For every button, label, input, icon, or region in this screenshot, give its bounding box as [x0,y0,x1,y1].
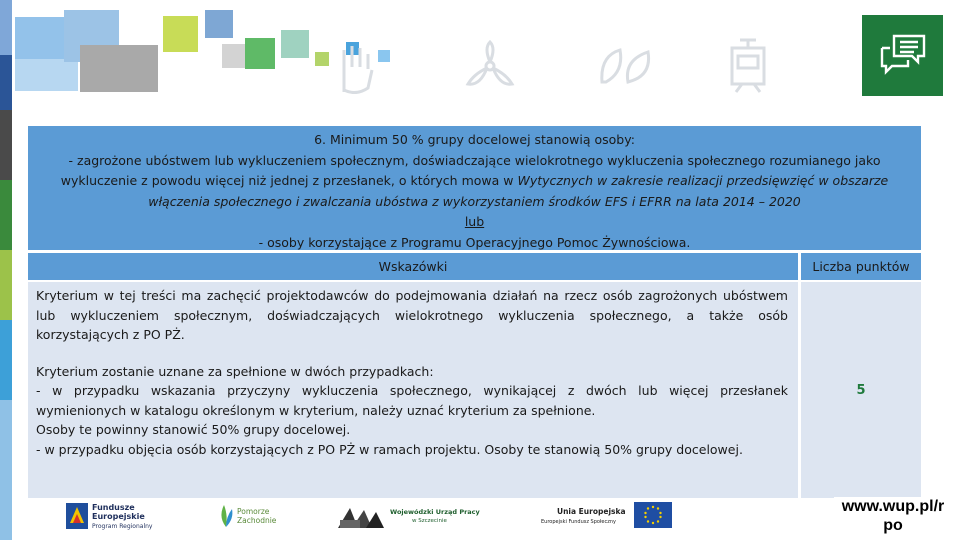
criterion-line-2: - zagrożone ubóstwem lub wykluczeniem społecznym, doświadczające wielokrotnego wykluczenia społecznego rozumianego jako [68,152,881,168]
wup-logo-text-1: Wojewódzki Urząd Pracy [390,508,480,516]
wup-logo-icon [336,502,386,534]
criterion-line-3: wykluczenie z powodu więcej niż jednej z przesłanek, o których mowa w Wytycznych w zakresie realizacji przedsięwzięć w obszarze [60,173,889,188]
criterion-title: 6. Minimum 50 % grupy docelowej stanowią osoby: [314,132,635,147]
fe-logo-text-3: Program Regionalny [92,523,153,530]
fe-logo-icon [66,503,88,529]
ue-logo-text-1: Unia Europejska [557,507,626,516]
eu-flag-icon [634,502,672,532]
pz-logo-icon [216,503,236,533]
ue-logo-text-2: Europejski Fundusz Społeczny [541,519,616,525]
guidance-cell [28,282,798,498]
chat-bubbles-badge [862,15,943,96]
guidance-paragraph-2: Kryterium zostanie uznane za spełnione w dwóch przypadkach: - w przypadku wskazania przyczyny wykluczenia społecznego, wynikającej z dwóch lub więcej przesłanek wymienionych w katalogu określonym w kryterium, należy uznać kryterium za spełnione. Osoby te powinny stanowić 50% grupy docelowej. - w przypadku objęcia osób korzystających z PO PŻ w ramach projektu. Osoby te stanowią 50% grupy docelowej. [36,363,788,457]
guidance-paragraph-1: Kryterium w tej treści ma zachęcić projektodawców do podejmowania działań na rzecz osób zagrożonych ubóstwem lub wykluczeniem społecznym, doświadczających wielokrotnego wykluczenia społecznego, a także osób korzystających z PO PŻ. [36,288,788,342]
fe-logo-text-1: Fundusze [92,503,135,512]
pz-logo-text-2: Zachodnie [237,516,277,525]
criterion-line-4: włączenia społecznego i zwalczania ubóstwa z wykorzystaniem środków EFS i EFRR na lata 2014 – 2020 [148,193,801,209]
points-column-header: Liczba punktów [801,253,921,280]
criterion-header [28,126,921,250]
wup-logo-text-2: w Szczecinie [412,518,447,524]
website-url[interactable]: www.wup.pl/r po [834,497,952,540]
leaves-icon [598,44,652,90]
wind-turbine-icon [462,40,518,98]
guidance-column-header: Wskazówki [28,253,798,280]
points-value: 5 [801,282,921,498]
fe-logo-text-2: Europejskie [92,512,145,521]
tram-icon [726,38,770,98]
pz-logo-text-1: Pomorze [237,507,270,516]
criterion-line-6: - osoby korzystające z Programu Operacyjnego Pomoc Żywnościowa. [258,234,691,250]
chat-bubbles-icon [878,32,928,80]
hand-icon [334,42,378,98]
criterion-or: lub [464,214,485,229]
